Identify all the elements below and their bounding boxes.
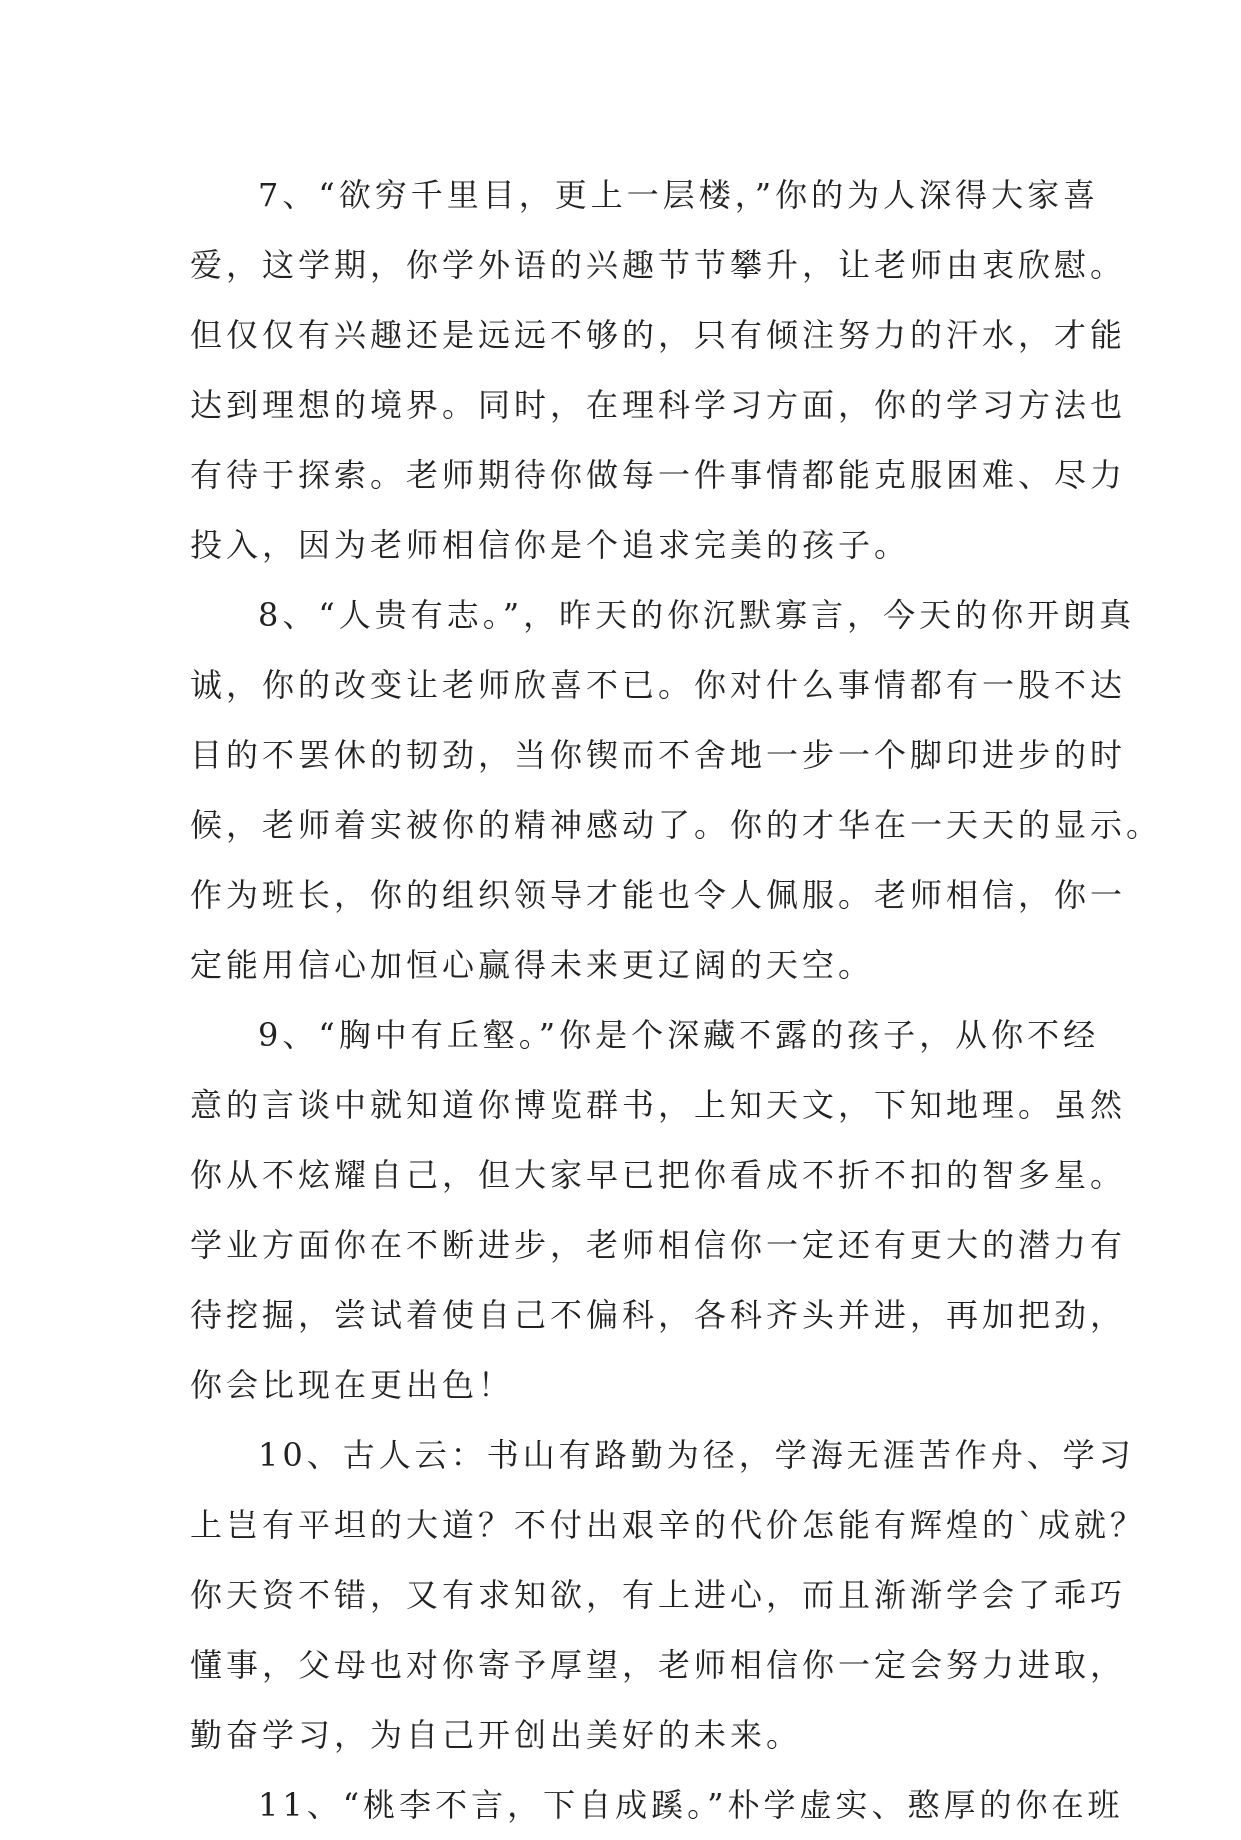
text-line: 你从不炫耀自己，但大家早已把你看成不折不扣的智多星。: [190, 1156, 1127, 1194]
text-line: 学业方面你在不断进步，老师相信你一定还有更大的潜力有: [190, 1226, 1127, 1264]
text-line: 上岂有平坦的大道？不付出艰辛的代价怎能有辉煌的`成就？: [190, 1506, 1147, 1544]
text-line: 有待于探索。老师期待你做每一件事情都能克服困难、尽力: [190, 456, 1127, 494]
text-line: 9、“胸中有丘壑。”你是个深藏不露的孩子，从你不经: [258, 1016, 1100, 1054]
text-line: 但仅仅有兴趣还是远远不够的，只有倾注努力的汗水，才能: [190, 316, 1127, 354]
text-line: 你天资不错，又有求知欲，有上进心，而且渐渐学会了乖巧: [190, 1576, 1127, 1614]
text-line: 爱，这学期，你学外语的兴趣节节攀升，让老师由衷欣慰。: [190, 246, 1127, 284]
document-body: [190, 160, 1163, 1840]
paragraph-7: [190, 160, 1127, 580]
text-line: 勤奋学习，为自己开创出美好的未来。: [190, 1716, 803, 1754]
text-line: 11、“桃李不言，下自成蹊。”朴学虚实、憨厚的你在班: [258, 1786, 1124, 1824]
paragraph-10: [190, 1420, 1147, 1770]
text-line: 10、古人云：书山有路勤为径，学海无涯苦作舟、学习: [258, 1436, 1135, 1474]
text-line: 你会比现在更出色！: [190, 1366, 515, 1404]
text-line: 懂事，父母也对你寄予厚望，老师相信你一定会努力进取，: [190, 1646, 1127, 1684]
paragraph-11: [190, 1770, 1124, 1840]
paragraph-9: [190, 1000, 1127, 1420]
text-line: 待挖掘，尝试着使自己不偏科，各科齐头并进，再加把劲，: [190, 1296, 1127, 1334]
text-line: 投入，因为老师相信你是个追求完美的孩子。: [190, 526, 911, 564]
text-line: 8、“人贵有志。”，昨天的你沉默寡言，今天的你开朗真: [258, 596, 1136, 634]
text-line: 目的不罢休的韧劲，当你锲而不舍地一步一个脚印进步的时: [190, 736, 1127, 774]
paragraph-8: [190, 580, 1163, 1000]
text-line: 达到理想的境界。同时，在理科学习方面，你的学习方法也: [190, 386, 1127, 424]
text-line: 意的言谈中就知道你博览群书，上知天文，下知地理。虽然: [190, 1086, 1127, 1124]
text-line: 作为班长，你的组织领导才能也令人佩服。老师相信，你一: [190, 876, 1127, 914]
text-line: 定能用信心加恒心赢得未来更辽阔的天空。: [190, 946, 875, 984]
text-line: 诚，你的改变让老师欣喜不已。你对什么事情都有一股不达: [190, 666, 1127, 704]
text-line: 候，老师着实被你的精神感动了。你的才华在一天天的显示。: [190, 806, 1163, 844]
text-line: 7、“欲穷千里目，更上一层楼，”你的为人深得大家喜: [258, 176, 1100, 214]
